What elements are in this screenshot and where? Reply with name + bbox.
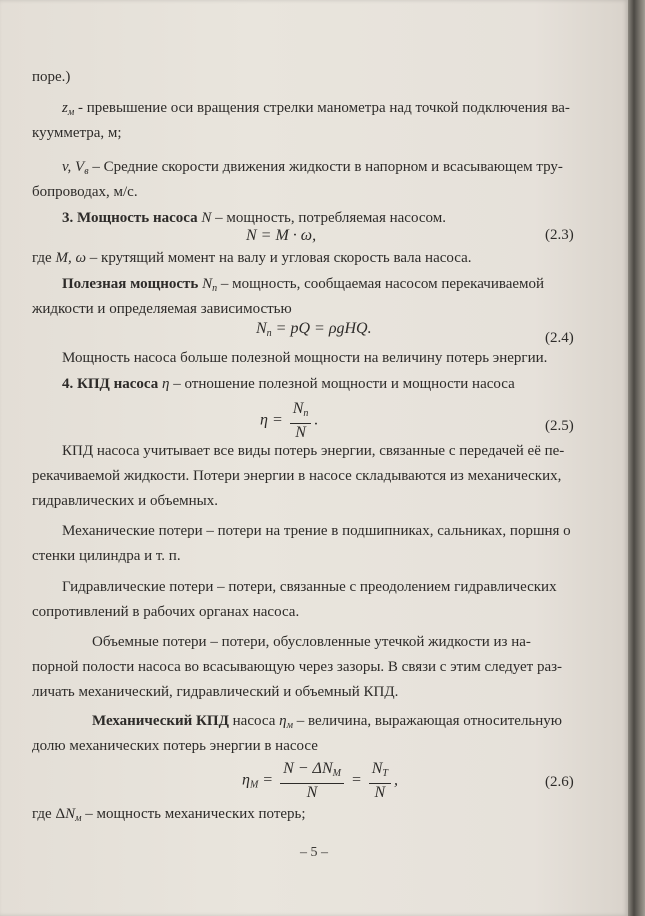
text-line: Механические потери – потери на трение в подшипниках, сальниках, поршня о bbox=[62, 523, 571, 539]
equation-number: (2.4) bbox=[545, 330, 574, 346]
text-line: $z_м$ - превышение оси вращения стрелки манометра над точкой подключения ва- bbox=[62, 100, 570, 118]
text-line: Механический КПД насоса $\eta_м$ – величина, выражающая относительную bbox=[92, 713, 563, 731]
equation-number: (2.5) bbox=[545, 418, 574, 434]
text-line: бопроводах, м/с. bbox=[32, 184, 138, 200]
text-line: сопротивлений в рабочих органах насоса. bbox=[32, 604, 300, 620]
equation-2-5: η = $\frac{N_п}{N}$ . bbox=[260, 400, 319, 441]
equation-2-6: $\eta_M$ = $\frac{N - \Delta N_M}{N}$ = $\frac{N_T}{N}$ , bbox=[242, 760, 398, 801]
text-line: рекачиваемой жидкости. Потери энергии в насосе складываются из механических, bbox=[32, 468, 562, 484]
text-line: где $\Delta N_м$ – мощность механических потерь; bbox=[32, 806, 306, 824]
text-line: стенки цилиндра и т. п. bbox=[32, 548, 181, 564]
text-line: личать механический, гидравлический и объемный КПД. bbox=[32, 684, 399, 700]
text-line: v, $V_в$ – Средние скорости движения жидкости в напорном и всасывающем тру- bbox=[62, 159, 563, 177]
text-line: Мощность насоса больше полезной мощности на величину потерь энергии. bbox=[62, 350, 548, 366]
text-line: поре.) bbox=[32, 69, 71, 85]
section-4-heading: 4. КПД насоса η – отношение полезной мощности и мощности насоса bbox=[62, 376, 515, 392]
text-line: Гидравлические потери – потери, связанные с преодолением гидравлических bbox=[62, 579, 557, 595]
text-line: порной полости насоса во всасывающую через зазоры. В связи с этим следует раз- bbox=[32, 659, 563, 675]
text-line: Объемные потери – потери, обусловленные утечкой жидкости из на- bbox=[92, 634, 531, 650]
text-line: Полезная мощность $N_п$ – мощность, сообщаемая насосом перекачиваемой bbox=[62, 276, 545, 294]
equation-number: (2.3) bbox=[545, 227, 574, 243]
equation-2-4: $N_п$ = pQ = ρgHQ. bbox=[256, 320, 372, 339]
text-line: куумметра, м; bbox=[32, 125, 122, 141]
text-line: где M, ω – крутящий момент на валу и угловая скорость вала насоса. bbox=[32, 250, 472, 266]
page-edge-shadow bbox=[628, 0, 645, 916]
text-line: КПД насоса учитывает все виды потерь энергии, связанные с передачей её пе- bbox=[62, 443, 565, 459]
equation-2-3: N = M · ω, bbox=[246, 227, 317, 244]
text-line: долю механических потерь энергии в насосе bbox=[32, 738, 318, 754]
equation-number: (2.6) bbox=[545, 774, 574, 790]
page-number: – 5 – bbox=[300, 845, 328, 860]
text-line: гидравлических и объемных. bbox=[32, 493, 218, 509]
section-3-heading: 3. Мощность насоса N – мощность, потребляемая насосом. bbox=[62, 210, 446, 226]
text-line: жидкости и определяемая зависимостью bbox=[32, 301, 292, 317]
